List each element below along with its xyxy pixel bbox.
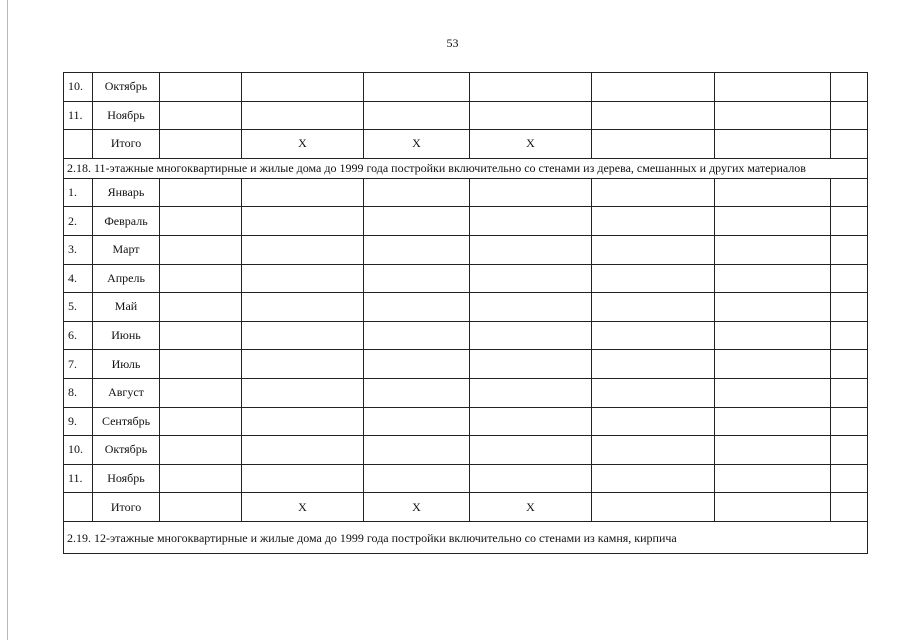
total-row xyxy=(64,493,868,522)
page-margin-line xyxy=(7,0,8,640)
table-body xyxy=(64,73,868,554)
section-heading: 2.19. 12-этажные многоквартирные и жилые дома до 1999 года постройки включительно со стенами из камня, кирпича xyxy=(64,521,868,553)
month-name: Март xyxy=(93,235,160,264)
total-cell: X xyxy=(364,130,470,159)
section-heading-row xyxy=(64,521,868,553)
total-cell: X xyxy=(470,130,592,159)
page-number: 53 xyxy=(446,36,459,50)
total-label: Итого xyxy=(93,493,160,522)
section-heading-row xyxy=(64,158,868,178)
total-cell xyxy=(160,493,242,522)
table-row xyxy=(64,207,868,236)
month-name: Апрель xyxy=(93,264,160,293)
month-name: Ноябрь xyxy=(93,101,160,130)
row-number: 5. xyxy=(64,293,93,322)
section-heading: 2.18. 11-этажные многоквартирные и жилые дома до 1999 года постройки включительно со стенами из дерева, смешанных и других материалов xyxy=(64,158,868,178)
total-cell xyxy=(715,493,831,522)
total-cell xyxy=(831,130,868,159)
table-row xyxy=(64,350,868,379)
row-number: 7. xyxy=(64,350,93,379)
month-name: Октябрь xyxy=(93,73,160,102)
total-cell xyxy=(831,493,868,522)
total-cell: X xyxy=(242,130,364,159)
row-number: 9. xyxy=(64,407,93,436)
month-name: Май xyxy=(93,293,160,322)
table-row xyxy=(64,464,868,493)
total-row xyxy=(64,130,868,159)
table-row xyxy=(64,293,868,322)
row-number: 11. xyxy=(64,464,93,493)
total-cell: X xyxy=(242,493,364,522)
table-row xyxy=(64,436,868,465)
row-number: 2. xyxy=(64,207,93,236)
total-cell: X xyxy=(470,493,592,522)
month-name: Сентябрь xyxy=(93,407,160,436)
table-row xyxy=(64,235,868,264)
row-number: 3. xyxy=(64,235,93,264)
row-number: 4. xyxy=(64,264,93,293)
month-name: Август xyxy=(93,378,160,407)
month-name: Июль xyxy=(93,350,160,379)
table-row xyxy=(64,73,868,102)
table-row xyxy=(64,407,868,436)
table-row xyxy=(64,321,868,350)
total-cell xyxy=(592,130,715,159)
month-name: Февраль xyxy=(93,207,160,236)
total-cell xyxy=(715,130,831,159)
row-number: 1. xyxy=(64,178,93,207)
row-number: 10. xyxy=(64,436,93,465)
month-name: Октябрь xyxy=(93,436,160,465)
table-row xyxy=(64,378,868,407)
total-cell xyxy=(592,493,715,522)
month-name: Июнь xyxy=(93,321,160,350)
table-row xyxy=(64,101,868,130)
row-number: 11. xyxy=(64,101,93,130)
row-number: 8. xyxy=(64,378,93,407)
table-row xyxy=(64,264,868,293)
month-name: Ноябрь xyxy=(93,464,160,493)
table-row xyxy=(64,178,868,207)
tariff-table xyxy=(63,72,868,554)
total-cell xyxy=(160,130,242,159)
row-number: 6. xyxy=(64,321,93,350)
total-label: Итого xyxy=(93,130,160,159)
row-number: 10. xyxy=(64,73,93,102)
month-name: Январь xyxy=(93,178,160,207)
total-cell: X xyxy=(364,493,470,522)
